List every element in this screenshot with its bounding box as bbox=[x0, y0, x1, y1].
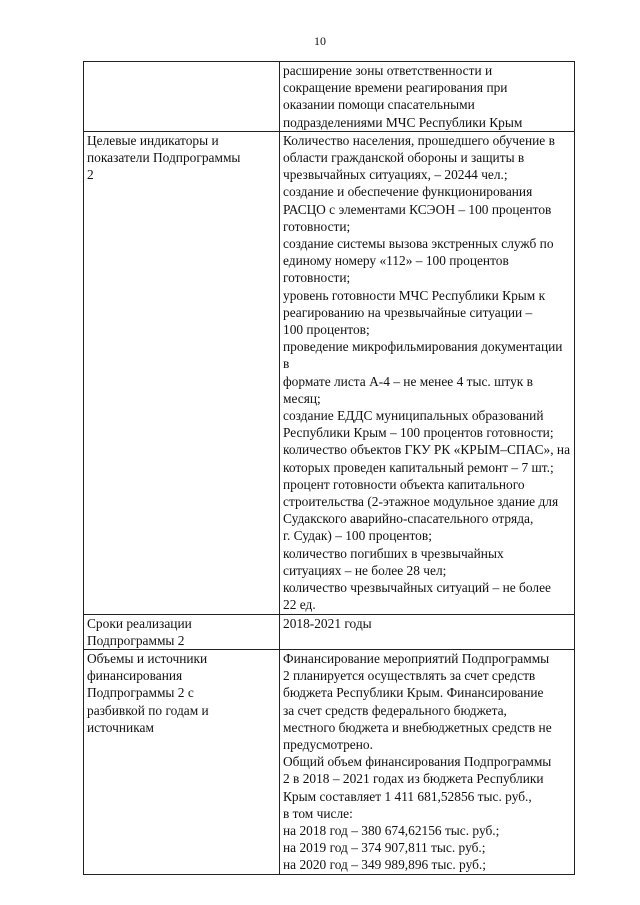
value-line: количество чрезвычайных ситуаций – не более bbox=[283, 580, 551, 596]
table-row bbox=[84, 614, 575, 649]
value-line: Судакского аварийно-спасательного отряда, bbox=[283, 511, 534, 527]
passport-table bbox=[83, 61, 575, 875]
value-line: создание системы вызова экстренных служб по bbox=[283, 236, 554, 252]
page-number: 10 bbox=[314, 34, 326, 48]
value-line: 100 процентов; bbox=[283, 322, 370, 338]
value-line: готовности; bbox=[283, 270, 351, 286]
value-line: создание и обеспечение функционирования bbox=[283, 184, 533, 200]
row-label-cell bbox=[84, 62, 280, 132]
value-line: уровень готовности МЧС Республики Крым к bbox=[283, 287, 546, 303]
value-line: г. Судак) – 100 процентов; bbox=[283, 528, 432, 544]
value-line: расширение зоны ответственности и bbox=[283, 63, 493, 78]
value-line: 2018-2021 годы bbox=[283, 615, 372, 631]
value-line: местного бюджета и внебюджетных средств не bbox=[283, 719, 552, 735]
value-line: на 2018 год – 380 674,62156 тыс. руб.; bbox=[283, 822, 500, 838]
value-line: создание ЕДДС муниципальных образований bbox=[283, 408, 544, 424]
value-line: сокращение времени реагирования при bbox=[283, 80, 508, 96]
table-row bbox=[84, 649, 575, 874]
value-line: за счет средств федерального бюджета, bbox=[283, 702, 507, 718]
value-line: Общий объем финансирования Подпрограммы bbox=[283, 754, 552, 770]
value-line: ситуациях – не более 28 чел; bbox=[283, 562, 447, 578]
row-label: Целевые индикаторы и показатели Подпрограммы 2 bbox=[87, 132, 241, 183]
value-line: Финансирование мероприятий Подпрограммы bbox=[283, 650, 550, 666]
row-value-cell bbox=[280, 614, 575, 649]
row-label-cell bbox=[84, 649, 280, 874]
value-line: Крым составляет 1 411 681,52856 тыс. руб., bbox=[283, 788, 532, 804]
value-line: подразделениями МЧС Республики Крым bbox=[283, 114, 523, 130]
value-line: Количество населения, прошедшего обучение в bbox=[283, 132, 555, 148]
value-line: единому номеру «112» – 100 процентов bbox=[283, 253, 509, 269]
value-line: чрезвычайных ситуациях, – 20244 чел.; bbox=[283, 167, 508, 183]
value-line: которых проведен капитальный ремонт – 7 шт.; bbox=[283, 459, 554, 475]
value-line: готовности; bbox=[283, 218, 351, 234]
value-line: Республики Крым – 100 процентов готовности; bbox=[283, 425, 554, 441]
value-line: 22 ед. bbox=[283, 597, 316, 613]
row-value-cell bbox=[280, 649, 575, 874]
value-line: оказании помощи спасательными bbox=[283, 97, 475, 113]
row-label-cell bbox=[84, 131, 280, 614]
value-line: предусмотрено. bbox=[283, 736, 373, 752]
table-row bbox=[84, 131, 575, 614]
value-line: проведение микрофильмирования документации в bbox=[283, 339, 563, 372]
value-line: 2 планируется осуществлять за счет средств bbox=[283, 668, 536, 684]
value-line: 2 в 2018 – 2021 годах из бюджета Республики bbox=[283, 771, 544, 787]
value-line: строительства (2-этажное модульное здание для bbox=[283, 494, 559, 510]
value-line: количество объектов ГКУ РК «КРЫМ–СПАС», на bbox=[283, 442, 571, 458]
table-row bbox=[84, 62, 575, 132]
value-line: области гражданской обороны и защиты в bbox=[283, 150, 525, 166]
row-label-cell bbox=[84, 614, 280, 649]
value-line: количество погибших в чрезвычайных bbox=[283, 545, 504, 561]
row-label: Объемы и источники финансирования Подпрограммы 2 с разбивкой по годам и источникам bbox=[87, 650, 209, 735]
value-line: процент готовности объекта капитального bbox=[283, 476, 525, 492]
value-line: бюджета Республики Крым. Финансирование bbox=[283, 685, 544, 701]
row-label: Сроки реализации Подпрограммы 2 bbox=[87, 615, 192, 648]
value-line: реагированию на чрезвычайные ситуации – bbox=[283, 304, 533, 320]
value-line: на 2019 год – 374 907,811 тыс. руб.; bbox=[283, 840, 486, 856]
value-line: РАСЦО с элементами КСЭОН – 100 процентов bbox=[283, 201, 552, 217]
value-line: формате листа А-4 – не менее 4 тыс. штук в месяц; bbox=[283, 373, 533, 406]
table-body bbox=[84, 62, 575, 875]
row-value-cell bbox=[280, 131, 575, 614]
value-line: в том числе: bbox=[283, 805, 353, 821]
value-line: на 2020 год – 349 989,896 тыс. руб.; bbox=[283, 857, 486, 873]
row-value-cell bbox=[280, 62, 575, 132]
